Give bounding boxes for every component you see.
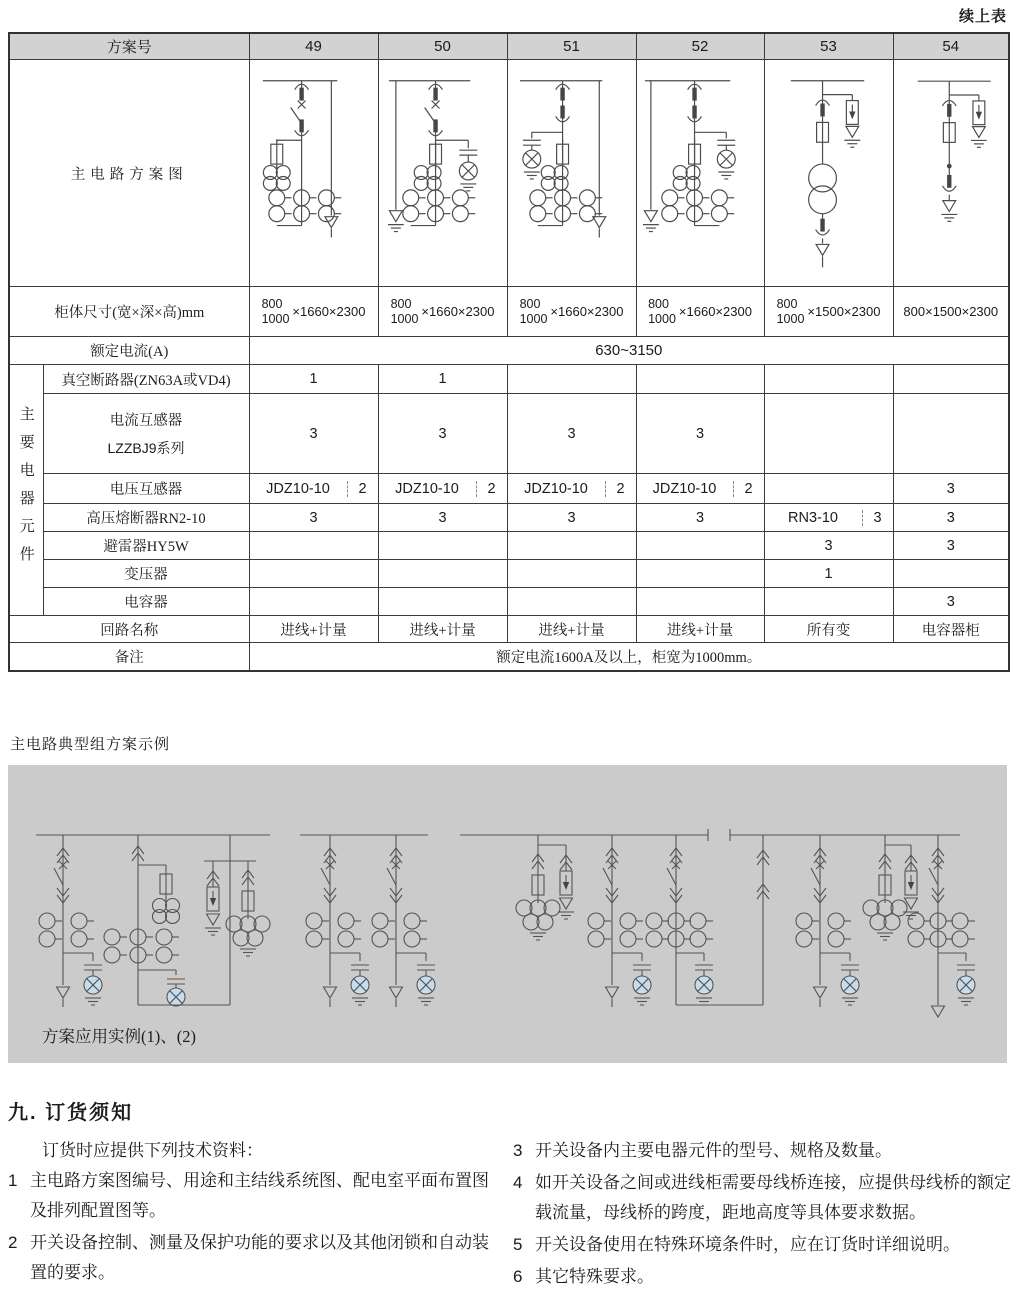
item-number: 1 <box>8 1171 18 1190</box>
dim-width-a: 800 <box>648 297 669 312</box>
ordering-section-heading: 九. 订货须知 <box>8 1102 134 1124</box>
ct-cell-51: 3 <box>507 394 636 474</box>
ct-cell-52: 3 <box>636 394 764 474</box>
rated-current-row <box>9 337 1009 365</box>
fuse-cell-53 <box>764 504 893 532</box>
item-number: 3 <box>513 1141 523 1160</box>
pt-model: JDZ10-10 <box>652 480 717 497</box>
fuse-row <box>9 504 1009 532</box>
transformer-label: 变压器 <box>43 560 249 588</box>
pt-model: JDZ10-10 <box>266 480 330 497</box>
dim-width-b: 1000 <box>519 311 548 326</box>
diagram-cell-53 <box>764 60 893 287</box>
arrester-cell-53: 3 <box>764 532 893 560</box>
arrester-label: 避雷器HY5W <box>43 532 249 560</box>
breaker-cell-53 <box>764 365 893 394</box>
dim-width-a: 800 <box>390 297 412 312</box>
ordering-intro: 订货时应提供下列技术资料： <box>42 1141 263 1160</box>
diagram-cell-49 <box>249 60 378 287</box>
remark-label: 备注 <box>9 643 249 671</box>
item-text: 开关设备内主要电器元件的型号、规格及数量。 <box>535 1141 892 1160</box>
ordering-left-column <box>8 1136 502 1290</box>
transformer-cell-54 <box>893 560 1009 588</box>
item-text: 主电路方案图编号、用途和主结线系统图、配电室平面布置图及排列配置图等。 <box>30 1171 489 1220</box>
breaker-cell-52 <box>636 365 764 394</box>
fuse-cell-51: 3 <box>507 504 636 532</box>
item-number: 5 <box>513 1235 523 1254</box>
dim-rest: ×1660×2300 <box>678 304 752 319</box>
example-caption: 方案应用实例(1)、(2) <box>42 1027 196 1046</box>
capacitor-cell-49 <box>249 588 378 616</box>
ordering-item-3 <box>513 1136 1013 1166</box>
ordering-item-6 <box>513 1262 1013 1292</box>
diagram-cell-50 <box>378 60 507 287</box>
arrester-cell-52 <box>636 532 764 560</box>
diagram-cell-54 <box>893 60 1009 287</box>
pt-cell-52 <box>636 474 764 504</box>
diagram-row-label: 主电路方案图 <box>9 60 249 287</box>
ordering-right-column <box>513 1136 1013 1294</box>
remark-value: 额定电流1600A及以上，柜宽为1000mm。 <box>249 643 1009 671</box>
diagram-cell-52 <box>636 60 764 287</box>
main-circuit-diagram-51 <box>508 60 636 286</box>
dim-width-a: 800 <box>261 297 283 312</box>
arrester-cell-54: 3 <box>893 532 1009 560</box>
capacitor-cell-54: 3 <box>893 588 1009 616</box>
dimensions-row <box>9 287 1009 337</box>
item-number: 2 <box>8 1233 18 1252</box>
capacitor-cell-51 <box>507 588 636 616</box>
transformer-row <box>9 560 1009 588</box>
col-header-50: 50 <box>378 33 507 60</box>
spec-table <box>8 32 1010 672</box>
component-group-cell <box>9 365 43 616</box>
circuit-cell-51: 进线+计量 <box>507 616 636 643</box>
continued-table-label: 续上表 <box>958 9 1007 25</box>
arrester-cell-50 <box>378 532 507 560</box>
dim-width-b: 1000 <box>390 311 419 326</box>
pt-cell-54: 3 <box>893 474 1009 504</box>
item-number: 6 <box>513 1267 523 1286</box>
pt-cell-53 <box>764 474 893 504</box>
circuit-cell-50: 进线+计量 <box>378 616 507 643</box>
fuse-label: 高压熔断器RN2-10 <box>43 504 249 532</box>
rated-current-label: 额定电流(A) <box>9 337 249 365</box>
item-text: 开关设备控制、测量及保护功能的要求以及其他闭锁和自动装置的要求。 <box>30 1233 489 1282</box>
breaker-cell-50: 1 <box>378 365 507 394</box>
ct-label-line2: LZZBJ9系列 <box>107 440 185 456</box>
dim-rest: ×1660×2300 <box>421 304 495 319</box>
arrester-cell-49 <box>249 532 378 560</box>
arrester-cell-51 <box>507 532 636 560</box>
pt-qty: 2 <box>733 481 764 497</box>
ct-cell-53 <box>764 394 893 474</box>
ordering-item-2 <box>8 1228 502 1288</box>
rated-current-value: 630~3150 <box>249 337 1009 365</box>
arrester-row <box>9 532 1009 560</box>
pt-cell-51 <box>507 474 636 504</box>
example-section-title: 主电路典型组方案示例 <box>10 737 171 753</box>
example-diagram-box <box>8 765 1007 1063</box>
typical-group-scheme-diagram <box>8 765 1007 1063</box>
dim-width-b: 1000 <box>648 311 676 326</box>
main-circuit-diagram-54 <box>894 60 1009 286</box>
capacitor-cell-52 <box>636 588 764 616</box>
col-header-49: 49 <box>249 33 378 60</box>
ordering-item-5 <box>513 1230 1013 1260</box>
circuit-cell-53: 所有变 <box>764 616 893 643</box>
dim-rest: ×1500×2300 <box>807 304 881 319</box>
voltage-transformer-row <box>9 474 1009 504</box>
dim-width-b: 1000 <box>261 311 290 326</box>
breaker-label: 真空断路器(ZN63A或VD4) <box>43 365 249 394</box>
pt-cell-49 <box>249 474 378 504</box>
ct-cell-50: 3 <box>378 394 507 474</box>
circuit-cell-54: 电容器柜 <box>893 616 1009 643</box>
transformer-cell-53: 1 <box>764 560 893 588</box>
capacitor-label: 电容器 <box>43 588 249 616</box>
dim-cell-49 <box>249 287 378 337</box>
dim-cell-51 <box>507 287 636 337</box>
circuit-cell-52: 进线+计量 <box>636 616 764 643</box>
dim-width-b: 1000 <box>776 311 805 326</box>
ct-cell-54 <box>893 394 1009 474</box>
fuse-cell-49: 3 <box>249 504 378 532</box>
current-transformer-label <box>43 394 249 474</box>
remark-row <box>9 643 1009 671</box>
dimensions-label: 柜体尺寸(宽×深×高)mm <box>9 287 249 337</box>
pt-model: JDZ10-10 <box>524 480 588 497</box>
ct-label-line1: 电流互感器 <box>109 413 183 429</box>
component-group-label: 主要电器元件 <box>17 406 34 574</box>
transformer-cell-51 <box>507 560 636 588</box>
capacitor-cell-53 <box>764 588 893 616</box>
fuse-cell-50: 3 <box>378 504 507 532</box>
col-header-52: 52 <box>636 33 764 60</box>
circuit-cell-49: 进线+计量 <box>249 616 378 643</box>
dim-rest: ×1660×2300 <box>550 304 624 319</box>
diagram-row <box>9 60 1009 287</box>
ordering-item-4 <box>513 1168 1013 1228</box>
fuse-model: RN3-10 <box>788 509 838 526</box>
diagram-cell-51 <box>507 60 636 287</box>
capacitor-row <box>9 588 1009 616</box>
col-header-54: 54 <box>893 33 1009 60</box>
corner-header: 方案号 <box>9 33 249 60</box>
header-row <box>9 33 1009 60</box>
voltage-transformer-label: 电压互感器 <box>43 474 249 504</box>
item-text: 如开关设备之间或进线柜需要母线桥连接，应提供母线桥的额定载流量，母线桥的跨度，距地高度等具体要求数据。 <box>535 1173 1011 1222</box>
current-transformer-row <box>9 394 1009 474</box>
fuse-cell-52: 3 <box>636 504 764 532</box>
breaker-cell-54 <box>893 365 1009 394</box>
fuse-qty: 3 <box>862 510 893 526</box>
main-circuit-diagram-53 <box>765 60 893 286</box>
col-header-53: 53 <box>764 33 893 60</box>
col-header-51: 51 <box>507 33 636 60</box>
dim-width-a: 800 <box>519 297 541 312</box>
transformer-cell-50 <box>378 560 507 588</box>
dim-rest: ×1660×2300 <box>292 304 366 319</box>
pt-qty: 2 <box>605 481 636 497</box>
transformer-cell-52 <box>636 560 764 588</box>
ct-cell-49: 3 <box>249 394 378 474</box>
pt-qty: 2 <box>476 481 507 497</box>
pt-qty: 2 <box>347 481 378 497</box>
main-circuit-diagram-50 <box>379 60 507 286</box>
capacitor-cell-50 <box>378 588 507 616</box>
dim-width-a: 800 <box>776 297 798 312</box>
main-circuit-diagram-52 <box>637 60 764 286</box>
transformer-cell-49 <box>249 560 378 588</box>
fuse-cell-54: 3 <box>893 504 1009 532</box>
item-number: 4 <box>513 1173 523 1192</box>
breaker-cell-51 <box>507 365 636 394</box>
circuit-name-label: 回路名称 <box>9 616 249 643</box>
dim-cell-53 <box>764 287 893 337</box>
breaker-row <box>9 365 1009 394</box>
circuit-name-row <box>9 616 1009 643</box>
pt-model: JDZ10-10 <box>395 480 459 497</box>
pt-cell-50 <box>378 474 507 504</box>
main-circuit-diagram-49 <box>250 60 378 286</box>
item-text: 其它特殊要求。 <box>535 1267 654 1286</box>
dim-cell-52 <box>636 287 764 337</box>
ordering-item-1 <box>8 1166 502 1226</box>
item-text: 开关设备使用在特殊环境条件时，应在订货时详细说明。 <box>535 1235 960 1254</box>
breaker-cell-49: 1 <box>249 365 378 394</box>
dim-cell-50 <box>378 287 507 337</box>
dim-cell-54: 800×1500×2300 <box>893 287 1009 337</box>
